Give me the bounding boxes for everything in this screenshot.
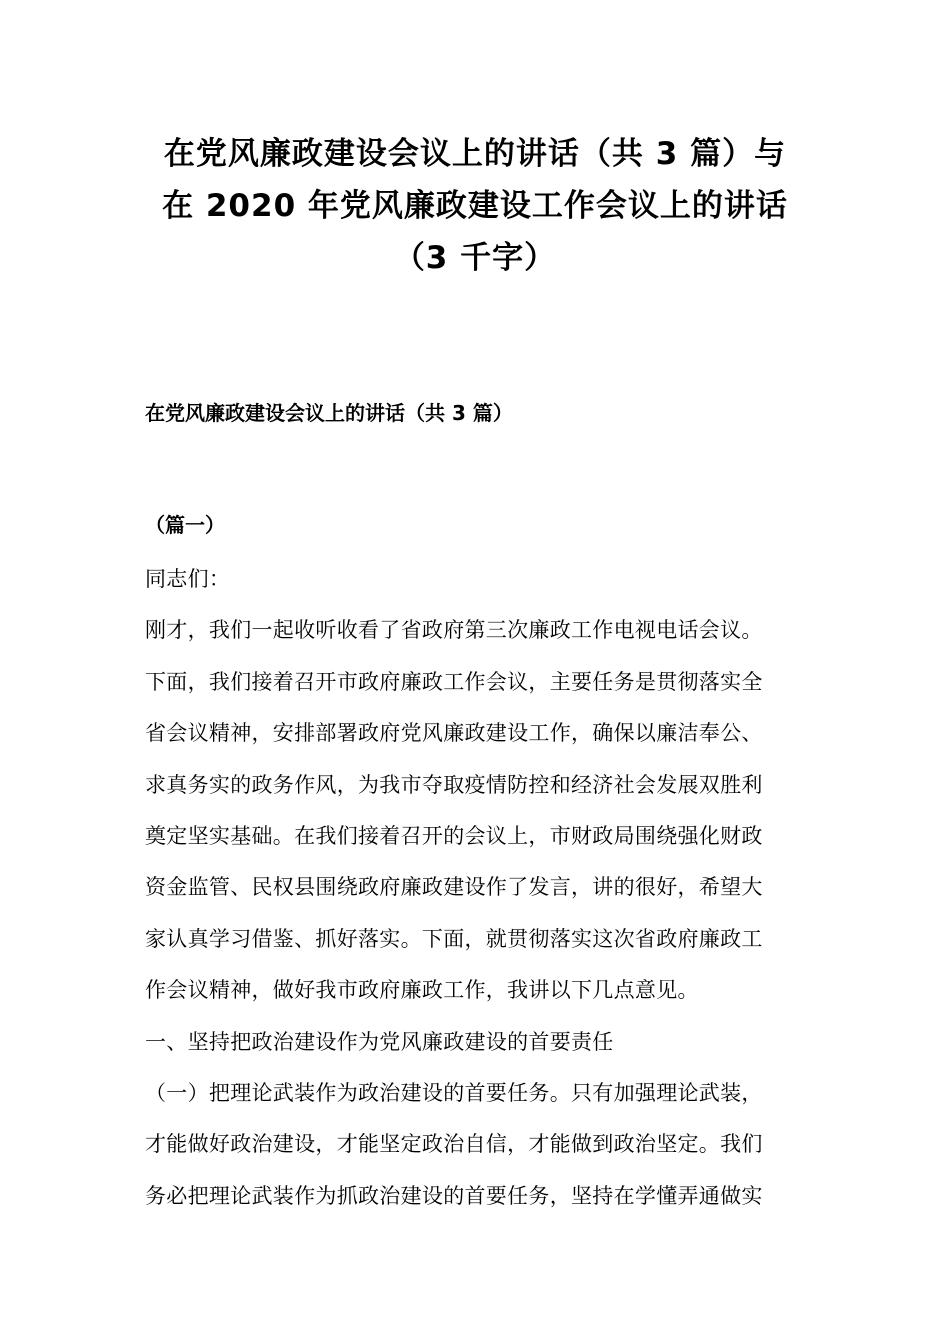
body-line: 一、坚持把政治建设作为党风廉政建设的首要责任 [145,1029,614,1054]
body-line: 才能做好政治建设，才能坚定政治自信，才能做到政治坚定。我们 [145,1132,763,1157]
title-line-2: 在 2020 年党风廉政建设工作会议上的讲话 [162,188,788,224]
body-line: 奠定坚实基础。在我们接着召开的会议上，市财政局围绕强化财政 [145,823,763,848]
body-line: （一）把理论武装作为政治建设的首要任务。只有加强理论武装， [145,1080,763,1105]
section-heading: 在党风廉政建设会议上的讲话（共 3 篇） [145,401,513,425]
body-line: 资金监管、民权县围绕政府廉政建设作了发言，讲的很好，希望大 [145,875,763,900]
body-line: 家认真学习借鉴、抓好落实。下面，就贯彻落实这次省政府廉政工 [145,926,763,951]
body-line: 刚才，我们一起收听收看了省政府第三次廉政工作电视电话会议。 [145,618,763,643]
body-line: 务必把理论武装作为抓政治建设的首要任务，坚持在学懂弄通做实 [145,1183,763,1208]
body-line: 同志们： [145,567,231,591]
body-line: 求真务实的政务作风，为我市夺取疫情防控和经济社会发展双胜利 [145,772,763,797]
body-line: 省会议精神，安排部署政府党风廉政建设工作，确保以廉洁奉公、 [145,721,763,746]
body-text [145,562,805,1230]
title-line-3: （3 千字） [393,240,557,276]
document-title [140,128,810,284]
part-heading: （篇一） [145,513,225,537]
body-line: 作会议精神，做好我市政府廉政工作，我讲以下几点意见。 [145,978,699,1003]
body-line: 下面，我们接着召开市政府廉政工作会议，主要任务是贯彻落实全 [145,669,763,694]
title-line-1: 在党风廉政建设会议上的讲话（共 3 篇）与 [163,136,787,172]
